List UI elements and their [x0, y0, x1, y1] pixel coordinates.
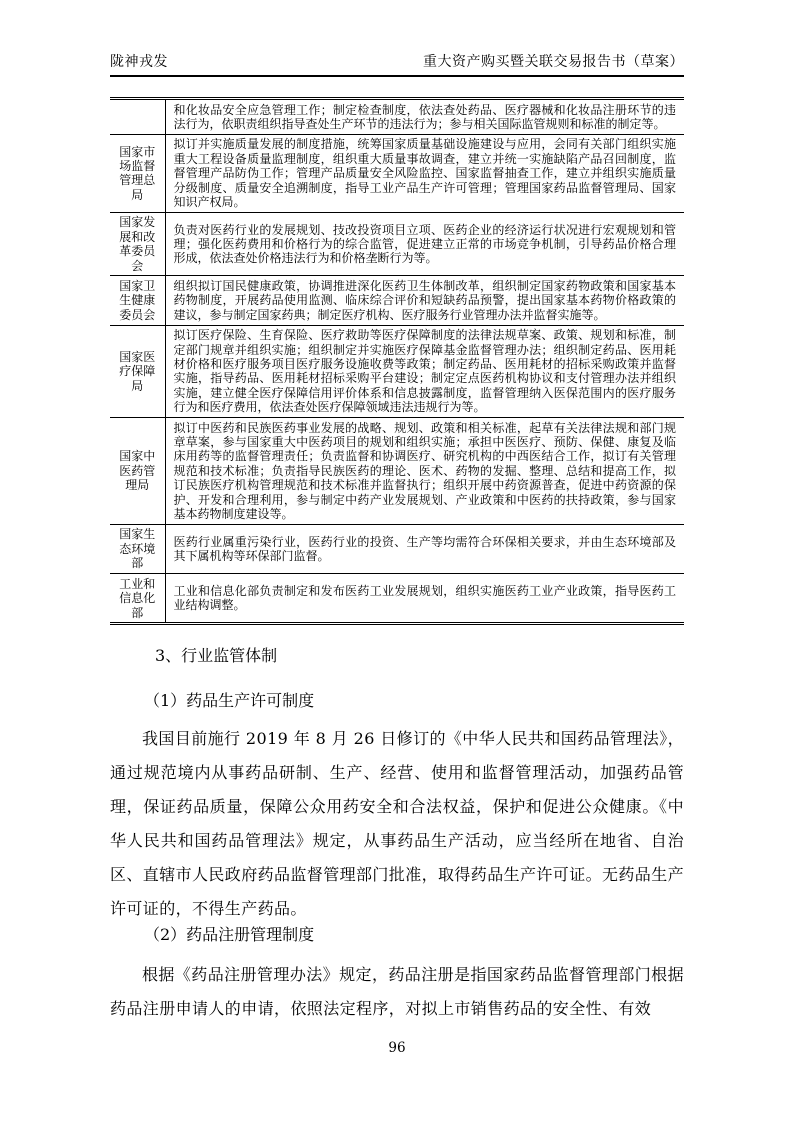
duty-cell: 组织拟订国民健康政策，协调推进深化医药卫生体制改革，组织制定国家药物政策和国家基本药物制度，开展药品使用监测、临床综合评价和短缺药品预警，提出国家基本药物价格政策的建议，参与制定国家药典；制定医疗机构、医疗服务行业管理办法并监督实施等。	[165, 276, 684, 325]
agency-cell: 国家生态环境部	[110, 524, 165, 573]
duty-cell: 和化妆品安全应急管理工作；制定检查制度，依法查处药品、医疗器械和化妆品注册环节的违法行为，依职责组织指导查处生产环节的违法行为；参与相关国际监管规则和标准的制定等。	[173, 102, 676, 131]
subsection-heading-2: （2）药品注册管理制度	[144, 925, 315, 944]
agency-cell: 国家中医药管理局	[110, 418, 165, 525]
paragraph-1: 我国目前施行 2019 年 8 月 26 日修订的《中华人民共和国药品管理法》，通过规范境内从事药品研制、生产、经营、使用和监督管理活动，加强药品管理，保证药品质量，保障公众用药安全和合法权益，保护和促进公众健康。《中华人民共和国药品管理法》规定，从事药品生产活动，应当经所在地省、自治区、直辖市人民政府药品监督管理部门批准，取得药品生产许可证。无药品生产许可证的，不得生产药品。	[110, 729, 685, 918]
duty-cell: 拟订并实施质量发展的制度措施，统筹国家质量基础设施建设与应用，会同有关部门组织实施重大工程设备质量监理制度，组织重大质量事故调查，建立并统一实施缺陷产品召回制度，监督管理产品防伪工作；管理产品质量安全风险监控、国家监督抽查工作，建立并组织实施质量分级制度、质量安全追溯制度，指导工业产品生产许可管理；管理国家药品监督管理局、国家知识产权局。	[165, 134, 684, 212]
duty-cell: 医药行业属重污染行业，医药行业的投资、生产等均需符合环保相关要求，并由生态环境部及其下属机构等环保部门监督。	[165, 524, 684, 573]
section-heading: 3、行业监管体制	[155, 646, 278, 665]
document-body	[110, 627, 684, 1026]
subsection-heading-1: （1）药品生产许可制度	[144, 691, 315, 710]
table-row	[110, 524, 684, 573]
header-report-title: 重大资产购买暨关联交易报告书（草案）	[423, 54, 684, 70]
agency-cell	[110, 99, 165, 135]
duty-cell: 拟订中医药和民族医药事业发展的战略、规划、政策和相关标准，起草有关法律法规和部门规章草案，参与国家重大中医药项目的规划和组织实施；承担中医医疗、预防、保健、康复及临床用药等的监督管理责任；负责监督和协调医疗、研究机构的中西医结合工作，拟订有关管理规范和技术标准；负责指导民族医药的理论、医术、药物的发掘、整理、总结和提高工作，拟订民族医疗机构管理规范和技术标准并监督执行；组织开展中药资源普查，促进中药资源的保护、开发和合理利用，参与制定中药产业发展规划、产业政策和中医药的扶持政策，参与国家基本药物制度建设等。	[165, 418, 684, 525]
paragraph-2: 根据《药品注册管理办法》规定，药品注册是指国家药品监督管理部门根据药品注册申请人的申请，依照法定程序，对拟上市销售药品的安全性、有效	[110, 965, 684, 1018]
duty-cell: 拟订医疗保险、生育保险、医疗救助等医疗保障制度的法律法规草案、政策、规划和标准，制定部门规章并组织实施；组织制定并实施医疗保障基金监督管理办法；组织制定药品、医用耗材价格和医疗服务项目医疗服务设施收费等政策；制定药品、医用耗材的招标采购政策并监督实施，指导药品、医用耗材招标采购平台建设；制定定点医药机构协议和支付管理办法并组织实施，建立健全医疗保障信用评价体系和信息披露制度，监督管理纳入医保范围内的医疗服务行为和医疗费用，依法查处医疗保障领域违法违规行为等。	[165, 325, 684, 417]
table-row	[110, 574, 684, 624]
table-row	[110, 134, 684, 212]
agency-cell: 国家发展和改革委员会	[110, 212, 165, 276]
table-row	[110, 276, 684, 325]
page-number: 96	[388, 1040, 406, 1056]
regulators-table	[110, 97, 684, 625]
table-row	[110, 325, 684, 417]
agency-cell: 工业和信息化部	[110, 574, 165, 624]
page-header	[110, 53, 684, 77]
agency-cell: 国家市场监督管理总局	[110, 134, 165, 212]
header-company-name: 陇神戎发	[110, 54, 168, 70]
duty-cell: 工业和信息化部负责制定和发布医药工业发展规划，组织实施医药工业产业政策，指导医药工业结构调整。	[165, 574, 684, 624]
table-row	[110, 418, 684, 525]
duty-cell: 负责对医药行业的发展规划、技改投资项目立项、医药企业的经济运行状况进行宏观规划和管理；强化医药费用和价格行为的综合监管，促进建立正常的市场竞争机制，引导药品价格合理形成，依法查处价格违法行为和价格垄断行为等。	[165, 212, 684, 276]
table-row	[110, 212, 684, 276]
agency-cell: 国家医疗保障局	[110, 325, 165, 417]
agency-cell: 国家卫生健康委员会	[110, 276, 165, 325]
table-row	[110, 99, 684, 135]
